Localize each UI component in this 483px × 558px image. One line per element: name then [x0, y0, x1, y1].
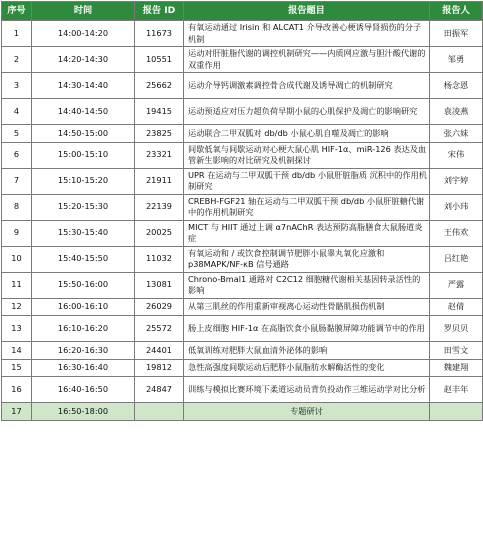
row-no: 10 — [2, 246, 32, 272]
row-no: 5 — [2, 125, 32, 143]
row-time: 14:30-14:40 — [32, 73, 135, 99]
header-speaker: 报告人 — [430, 2, 483, 21]
header-id: 报告 ID — [135, 2, 184, 21]
table-row — [2, 142, 483, 168]
row-time: 15:00-15:10 — [32, 142, 135, 168]
header-no: 序号 — [2, 2, 32, 21]
row-speaker: 袁凌燕 — [430, 99, 483, 125]
header-time: 时间 — [32, 2, 135, 21]
row-no: 6 — [2, 142, 32, 168]
row-id: 23321 — [135, 142, 184, 168]
table-body — [2, 21, 483, 403]
table-row — [2, 316, 483, 342]
row-no: 9 — [2, 220, 32, 246]
row-no: 1 — [2, 21, 32, 47]
row-time: 15:30-15:40 — [32, 220, 135, 246]
row-id: 11032 — [135, 246, 184, 272]
row-time: 15:40-15:50 — [32, 246, 135, 272]
row-speaker: 吕红艳 — [430, 246, 483, 272]
row-no: 16 — [2, 377, 32, 403]
table-row — [2, 342, 483, 360]
header-row — [2, 2, 483, 21]
row-time: 15:20-15:30 — [32, 194, 135, 220]
row-speaker: 刘宇婷 — [430, 168, 483, 194]
row-speaker: 罗贝贝 — [430, 316, 483, 342]
row-title: 有氧运动和 / 或饮食控制调节肥胖小鼠睾丸氧化应激和 p38MAPK/NF-κB 信号通路 — [184, 246, 430, 272]
row-title: CREBH-FGF21 轴在运动与二甲双胍干预 db/db 小鼠肝脏糖代谢中的作用机制研究 — [184, 194, 430, 220]
row-id: 20025 — [135, 220, 184, 246]
row-time: 16:10-16:20 — [32, 316, 135, 342]
row-speaker: 张六妹 — [430, 125, 483, 143]
row-id: 10551 — [135, 47, 184, 73]
row-speaker: 田雪文 — [430, 342, 483, 360]
row-no: 4 — [2, 99, 32, 125]
final-row — [2, 403, 483, 421]
row-title: UPR 在运动与二甲双胍干预 db/db 小鼠肝脏脂质 沉积中的作用机制研究 — [184, 168, 430, 194]
row-title: 运动联合二甲双胍对 db/db 小鼠心肌自噬及凋亡的影响 — [184, 125, 430, 143]
row-time: 16:30-16:40 — [32, 359, 135, 377]
row-speaker: 严露 — [430, 272, 483, 298]
row-id: 25572 — [135, 316, 184, 342]
row-speaker: 赵丰年 — [430, 377, 483, 403]
table-row — [2, 168, 483, 194]
row-id: 19812 — [135, 359, 184, 377]
row-speaker: 魏建翔 — [430, 359, 483, 377]
table-row — [2, 298, 483, 316]
row-title: 从第三肌丝的作用重新审视离心运动性骨骼肌损伤机制 — [184, 298, 430, 316]
row-time: 14:20-14:30 — [32, 47, 135, 73]
row-title: 低氧训练对肥胖大鼠血清外泌体的影响 — [184, 342, 430, 360]
row-speaker: 田振军 — [430, 21, 483, 47]
row-time: 15:10-15:20 — [32, 168, 135, 194]
row-speaker: 宋伟 — [430, 142, 483, 168]
row-title: 训练与模拟比赛环境下柔道运动员背负投动作三维运动学对比分析 — [184, 377, 430, 403]
row-id: 21911 — [135, 168, 184, 194]
row-speaker: 邹勇 — [430, 47, 483, 73]
row-no: 7 — [2, 168, 32, 194]
row-title: 急性高强度间歇运动后肥胖小鼠脂肪水解酶活性的变化 — [184, 359, 430, 377]
row-id: 11673 — [135, 21, 184, 47]
row-title: MICT 与 HIIT 通过上调 α7nAChR 表达预防高脂膳食大鼠肠道炎症 — [184, 220, 430, 246]
row-no: 2 — [2, 47, 32, 73]
row-no: 3 — [2, 73, 32, 99]
schedule-table — [1, 1, 483, 421]
row-title: Chrono-Bmal1 通路对 C2C12 细胞糖代谢相关基因转录活性的影响 — [184, 272, 430, 298]
row-speaker: 杨念恩 — [430, 73, 483, 99]
row-speaker: 刘小玮 — [430, 194, 483, 220]
row-time: 14:40-14:50 — [32, 99, 135, 125]
row-time: 16:40-16:50 — [32, 377, 135, 403]
row-no: 8 — [2, 194, 32, 220]
row-speaker: 王伟欢 — [430, 220, 483, 246]
row-id: 24847 — [135, 377, 184, 403]
table-row — [2, 125, 483, 143]
row-title: 运动对肝脏脂代谢的调控机制研究——内质网应激与胆汁酸代谢的双重作用 — [184, 47, 430, 73]
row-id: 13081 — [135, 272, 184, 298]
row-time: 15:50-16:00 — [32, 272, 135, 298]
header-title: 报告题目 — [184, 2, 430, 21]
final-label: 专题研讨 — [184, 403, 430, 421]
row-id: 19415 — [135, 99, 184, 125]
final-time: 16:50-18:00 — [32, 403, 135, 421]
row-id: 26029 — [135, 298, 184, 316]
row-time: 16:20-16:30 — [32, 342, 135, 360]
row-no: 13 — [2, 316, 32, 342]
table-row — [2, 73, 483, 99]
table-row — [2, 272, 483, 298]
row-title: 有氧运动通过 Irisin 和 ALCAT1 介导改善心梗诱导肾损伤的分子机制 — [184, 21, 430, 47]
row-no: 11 — [2, 272, 32, 298]
row-speaker: 赵倩 — [430, 298, 483, 316]
row-id: 24401 — [135, 342, 184, 360]
table-row — [2, 194, 483, 220]
table-row — [2, 21, 483, 47]
row-title: 运动介导钙调激素调控骨合成代谢及诱导凋亡的机制研究 — [184, 73, 430, 99]
row-time: 16:00-16:10 — [32, 298, 135, 316]
row-title: 肠上皮细胞 HIF-1α 在高脂饮食小鼠肠黏膜屏障功能调节中的作用 — [184, 316, 430, 342]
final-no: 17 — [2, 403, 32, 421]
row-no: 15 — [2, 359, 32, 377]
row-no: 14 — [2, 342, 32, 360]
table-row — [2, 377, 483, 403]
row-id: 23825 — [135, 125, 184, 143]
table-row — [2, 220, 483, 246]
row-title: 运动预适应对压力超负荷早期小鼠的心肌保护及凋亡的影响研究 — [184, 99, 430, 125]
row-id: 22139 — [135, 194, 184, 220]
table-row — [2, 246, 483, 272]
row-title: 间歇低氧与间歇运动对心梗大鼠心肌 HIF-1α、miR-126 表达及血管新生影响的对比研究及机制探讨 — [184, 142, 430, 168]
table-row — [2, 47, 483, 73]
row-time: 14:50-15:00 — [32, 125, 135, 143]
table-row — [2, 99, 483, 125]
row-no: 12 — [2, 298, 32, 316]
table-row — [2, 359, 483, 377]
row-id: 25662 — [135, 73, 184, 99]
row-time: 14:00-14:20 — [32, 21, 135, 47]
